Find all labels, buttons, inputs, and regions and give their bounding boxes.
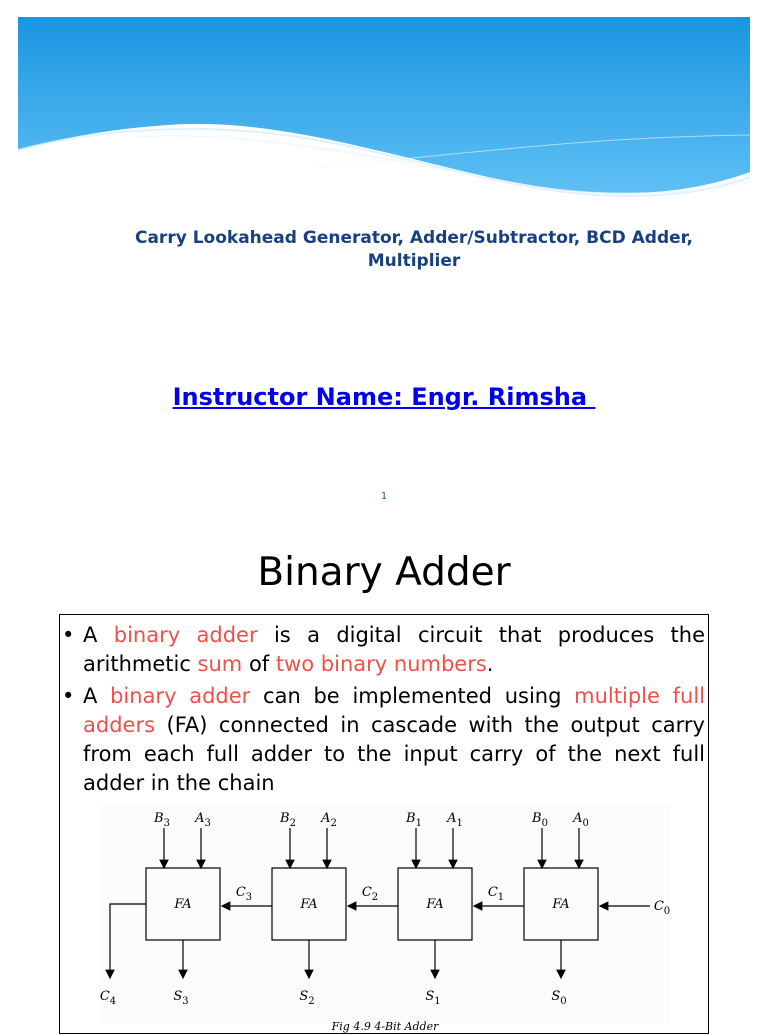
sum-output-label-main: S [173,989,183,1004]
carry-label [488,885,504,903]
sum-output-label-main: S [551,989,561,1004]
carry-in-label-sub: 0 [663,906,671,917]
bullet-dot: • [62,684,75,708]
input-a-label-sub: 2 [330,818,337,829]
wave-banner [18,17,750,207]
input-a-label-main: A [195,811,205,826]
input-a-label [194,811,211,829]
input-b-label-sub: 0 [541,818,548,829]
input-b-label-sub: 1 [415,818,422,829]
input-b-label [279,811,296,829]
input-b-label [405,811,422,829]
instructor-line [18,383,750,411]
highlighted-term: binary adder [113,623,258,647]
highlighted-term: binary adder [110,684,251,708]
sum-output-label-sub: 2 [308,996,315,1007]
full-adder-label: FA [426,897,444,912]
input-a-label-main: A [573,811,583,826]
input-b-label-main: B [532,811,542,826]
bullet-text-run: can be implemented using [250,684,575,708]
highlighted-term: sum [197,652,243,676]
bullet-text-run: A [83,684,111,708]
carry-out-label [100,989,116,1007]
carry-label [236,885,252,903]
input-a-label [572,811,589,829]
input-a-label [446,811,463,829]
input-a-label-sub: 3 [204,818,211,829]
instructor-link[interactable]: Instructor Name: Engr. Rimsha [172,383,596,411]
sum-output-label-sub: 1 [434,996,441,1007]
highlighted-term: two binary numbers [275,652,487,676]
bullet-text [83,682,705,798]
carry-out-label-sub: 4 [109,996,117,1007]
carry-in-label [654,899,670,917]
slide-title: Binary Adder [257,550,511,595]
sum-output-label-sub: 0 [560,996,567,1007]
input-b-label [531,811,548,829]
carry-label-main: C [361,885,372,900]
sum-output-label-sub: 3 [182,996,189,1007]
carry-in-label-main: C [653,899,664,914]
input-a-label-sub: 0 [582,818,589,829]
figure-caption: Fig 4.9 4-Bit Adder [331,1020,439,1033]
carry-label [362,885,378,903]
input-a-label-main: A [447,811,457,826]
page-number: 1 [380,491,388,502]
input-b-label-main: B [406,811,416,826]
sum-output-label [425,989,440,1007]
carry-label-sub: 1 [497,892,505,903]
bullet-text-run: (FA) connected in cascade with the output carry from each full adder to the input carry of the next full adder in the chain [83,713,705,795]
input-b-label [153,811,170,829]
input-a-label-main: A [321,811,331,826]
input-b-label-main: B [154,811,164,826]
carry-label-sub: 3 [245,892,253,903]
bullet-text-run: of [242,652,276,676]
sum-output-label [551,989,566,1007]
bullet-text-run: . [486,652,494,676]
subtitle-line-1: Carry Lookahead Generator, Adder/Subtractor, BCD Adder, [134,228,693,248]
title-slide [18,17,750,517]
carry-out-wire [110,904,146,978]
sum-output-label-main: S [299,989,309,1004]
sum-output-label [173,989,188,1007]
carry-out-label-main: C [99,989,110,1004]
four-bit-adder-diagram [99,806,671,1033]
input-a-label [320,811,337,829]
full-adder-label: FA [552,897,570,912]
bullet-text-run: A [83,623,114,647]
input-b-label-sub: 3 [163,818,170,829]
full-adder-label: FA [174,897,192,912]
sum-output-label [299,989,314,1007]
highlighted-term: multiple full adders [83,684,705,737]
bullet-text [83,621,705,679]
bullet-text-run: is a digital circuit that produces the arithmetic [83,623,706,676]
bullet-dot: • [62,623,75,647]
sum-output-label-main: S [425,989,435,1004]
input-b-label-sub: 2 [289,818,296,829]
full-adder-label: FA [300,897,318,912]
carry-label-sub: 2 [371,892,379,903]
input-b-label-main: B [280,811,290,826]
carry-label-main: C [235,885,246,900]
input-a-label-sub: 1 [456,818,463,829]
carry-label-main: C [487,885,498,900]
presentation-subtitle [78,227,750,273]
subtitle-line-2: Multiplier [367,251,461,271]
